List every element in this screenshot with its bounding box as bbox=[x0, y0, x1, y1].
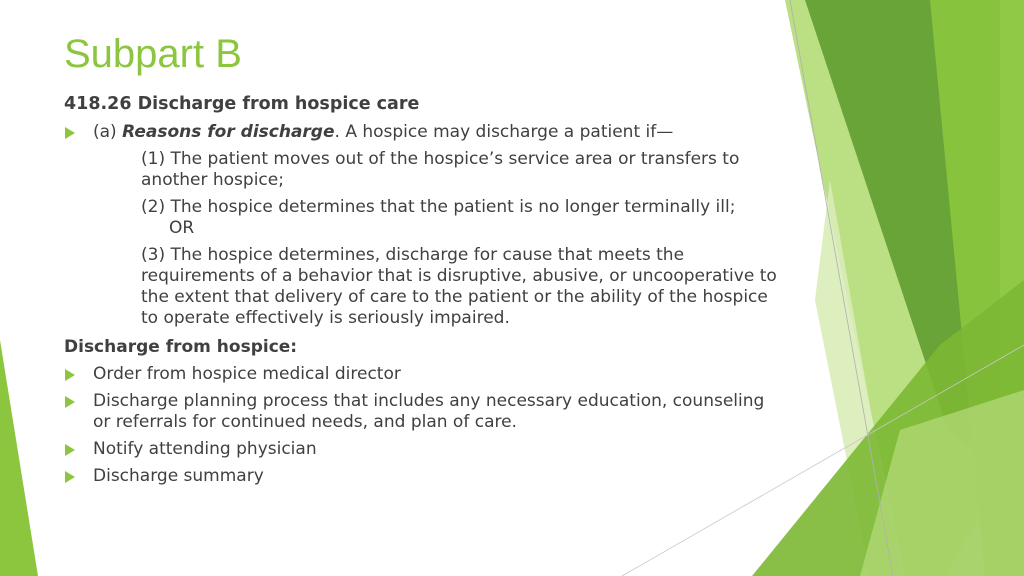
sub-item-2 bbox=[64, 197, 784, 239]
or-text: OR bbox=[169, 218, 195, 238]
discharge-heading: Discharge from hospice: bbox=[64, 337, 298, 357]
arrow-bullet-icon bbox=[65, 369, 75, 381]
discharge-bullet-1 bbox=[64, 364, 784, 385]
reasons-prefix: (a) bbox=[93, 122, 123, 142]
slide-content bbox=[64, 92, 784, 493]
sub-item-3: (3) The hospice determines, discharge for cause that meets the requirements of a behavior that is disruptive, abusive, or uncooperative to the extent that delivery of care to the patient or the ability of the hospice to operate effectively is seriously impaired. bbox=[141, 245, 777, 328]
slide-title: Subpart B bbox=[64, 32, 242, 76]
discharge-bullet-2 bbox=[64, 391, 784, 433]
discharge-bullet-3 bbox=[64, 439, 784, 460]
arrow-bullet-icon bbox=[65, 396, 75, 408]
section-heading: 418.26 Discharge from hospice care bbox=[64, 94, 420, 114]
deco-bottom-left-stripe bbox=[0, 340, 38, 576]
reasons-bullet bbox=[64, 122, 784, 143]
discharge-bullet-text: Discharge summary bbox=[93, 466, 264, 486]
reasons-text: . A hospice may discharge a patient if— bbox=[334, 122, 674, 142]
discharge-bullet-text: Notify attending physician bbox=[93, 439, 317, 459]
discharge-bullet-text: Discharge planning process that includes any necessary education, counseling or referrals for continued needs, and plan of care. bbox=[93, 391, 765, 432]
arrow-bullet-icon bbox=[65, 471, 75, 483]
discharge-bullet-text: Order from hospice medical director bbox=[93, 364, 401, 384]
arrow-bullet-icon bbox=[65, 444, 75, 456]
reasons-emphasis: Reasons for discharge bbox=[122, 122, 335, 142]
discharge-bullet-4 bbox=[64, 466, 784, 487]
sub-item-1: (1) The patient moves out of the hospice’s service area or transfers to another hospice; bbox=[141, 149, 740, 190]
sub-item-2-text: (2) The hospice determines that the patient is no longer terminally ill; bbox=[141, 197, 736, 217]
arrow-bullet-icon bbox=[65, 127, 75, 139]
